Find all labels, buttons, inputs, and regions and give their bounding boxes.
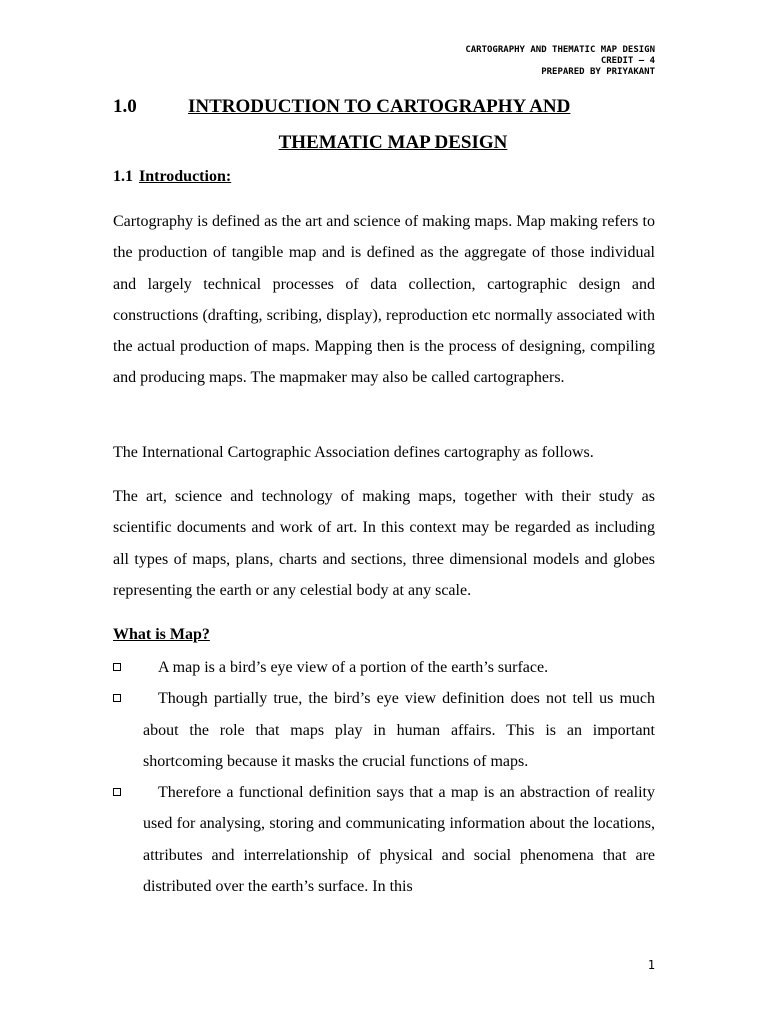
square-bullet-icon bbox=[113, 788, 121, 796]
running-header bbox=[465, 45, 655, 78]
chapter-title-line-1: INTRODUCTION TO CARTOGRAPHY AND bbox=[188, 96, 571, 117]
header-credit: CREDIT – 4 bbox=[600, 56, 655, 66]
paragraph-ica-definition: The art, science and technology of making maps, together with their study as scientific documents and work of art. In this context may be regarded as including all types of maps, plans, charts and sections, three dimensional models and globes representing the earth or any celestial body at any scale. bbox=[113, 488, 655, 599]
paragraph-definition: Cartography is defined as the art and science of making maps. Map making refers to the production of tangible map and is defined as the aggregate of those individual and largely technical processes of data collection, cartographic design and constructions (drafting, scribing, display), reproduction etc normally associated with the actual production of maps. Mapping then is the process of designing, compiling and producing maps. The mapmaker may also be called cartographers. bbox=[113, 213, 655, 387]
header-course-title: CARTOGRAPHY AND THEMATIC MAP DESIGN bbox=[465, 45, 655, 55]
list-item bbox=[113, 683, 655, 777]
list-item bbox=[113, 652, 655, 683]
list-item-text: Though partially true, the bird’s eye view definition does not tell us much about the role that maps play in human affairs. This is an important shortcoming because it masks the crucial functions of maps. bbox=[143, 690, 655, 770]
section-label: Introduction: bbox=[139, 168, 232, 185]
bullet-list bbox=[113, 652, 655, 902]
subheading-what-is-map: What is Map? bbox=[113, 626, 210, 643]
list-item-text: Therefore a functional definition says that a map is an abstraction of reality used for analysing, storing and communicating information about the locations, attributes and interrelationship of physical and social phenomena that are distributed over the earth’s surface. In this bbox=[143, 784, 655, 896]
square-bullet-icon bbox=[113, 694, 121, 702]
header-author: PREPARED BY PRIYAKANT bbox=[541, 67, 655, 77]
section-heading bbox=[113, 166, 231, 188]
list-item bbox=[113, 777, 655, 902]
list-item-text: A map is a bird’s eye view of a portion of the earth’s surface. bbox=[158, 659, 549, 676]
chapter-number: 1.0 bbox=[113, 96, 137, 117]
paragraph-ica-intro: The International Cartographic Association defines cartography as follows. bbox=[113, 444, 594, 461]
chapter-title-line-2: THEMATIC MAP DESIGN bbox=[278, 132, 508, 153]
square-bullet-icon bbox=[113, 663, 121, 671]
section-number: 1.1 bbox=[113, 168, 133, 185]
page-number: 1 bbox=[647, 958, 655, 972]
